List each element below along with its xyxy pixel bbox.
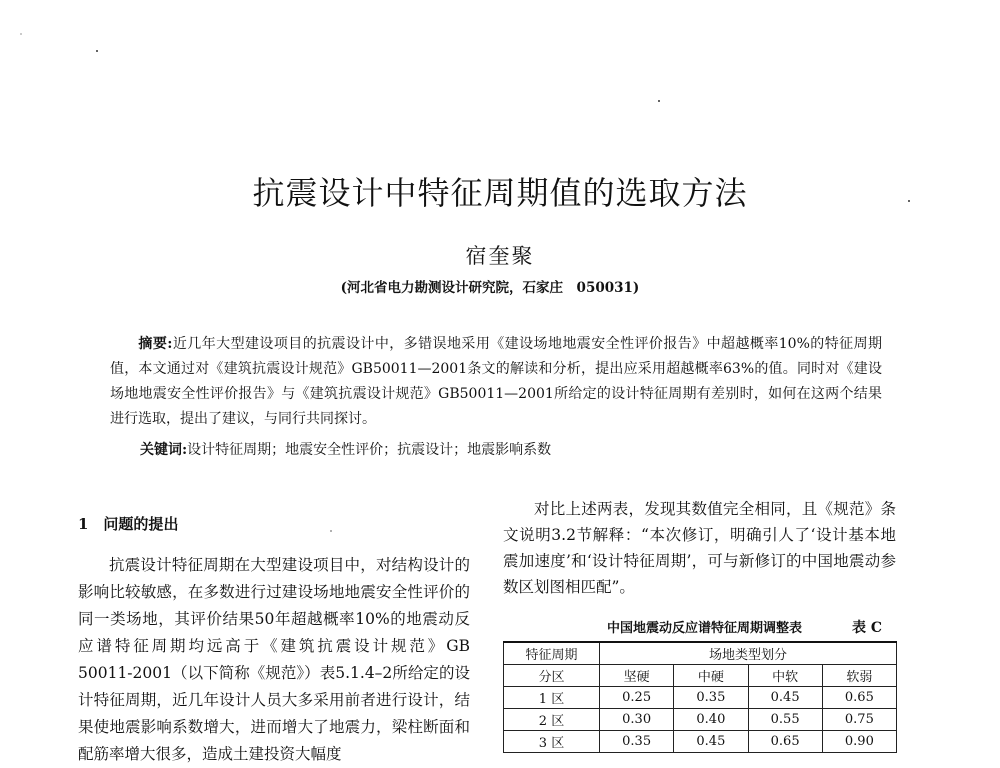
table-row <box>504 731 897 753</box>
right-column-paragraph: 对比上述两表，发现其数值完全相同，且《规范》条文说明3.2节解释：“本次修订，明确引人了‘设计基本地震加速度’和‘设计特征周期’，可与新修订的中国地震动参数区划图相匹配”。 <box>503 500 896 596</box>
keywords-text: 设计特征周期；地震安全性评价；抗震设计；地震影响系数 <box>187 442 552 458</box>
table-header-cell: 中硬 <box>674 665 748 687</box>
table-row <box>504 709 897 731</box>
table-cell: 0.40 <box>674 709 748 731</box>
table-cell: 0.30 <box>600 709 674 731</box>
abstract-label: 摘要: <box>138 336 173 352</box>
keywords-label: 关键词: <box>140 442 188 458</box>
table-header-cell: 分区 <box>504 665 600 687</box>
scan-speck <box>96 50 98 52</box>
table-header-row <box>504 642 897 665</box>
table-header-row <box>504 665 897 687</box>
scan-speck <box>20 33 22 35</box>
table-cell: 0.90 <box>822 731 896 753</box>
table-cell: 0.25 <box>600 687 674 709</box>
keywords <box>140 439 551 459</box>
table-cell: 2 区 <box>504 709 600 731</box>
abstract-text: 近几年大型建设项目的抗震设计中，多错误地采用《建设场地地震安全性评价报告》中超越概率10%的特征周期值，本文通过对《建筑抗震设计规范》GB50011—2001条文的解读和分析，提出应采用超越概率63%的值。同时对《建设场地地震安全性评价报告》与《建筑抗震设计规范》GB50011—2001所给定的设计特征周期有差别时，如何在这两个结果进行选取，提出了建议，与同行共同探讨。 <box>110 336 882 427</box>
table-cell: 0.75 <box>822 709 896 731</box>
table-cell: 0.45 <box>674 731 748 753</box>
abstract <box>110 332 882 432</box>
table-header-cell: 坚硬 <box>600 665 674 687</box>
table-header-cell: 软弱 <box>822 665 896 687</box>
table-cell: 0.55 <box>748 709 822 731</box>
table-id: 表 C <box>852 620 883 636</box>
table-cell: 0.45 <box>748 687 822 709</box>
section-heading: 1 问题的提出 <box>78 515 179 533</box>
table-row <box>504 687 897 709</box>
table-cell: 0.35 <box>600 731 674 753</box>
scan-speck <box>658 100 660 102</box>
table-header-cell: 特征周期 <box>504 642 600 665</box>
table-header-cell: 中软 <box>748 665 822 687</box>
table-cell: 1 区 <box>504 687 600 709</box>
left-column-paragraph: 抗震设计特征周期在大型建设项目中，对结构设计的影响比较敏感，在多数进行过建设场地地震安全性评价的同一类场地，其评价结果50年超越概率10%的地震动反应谱特征周期均远高于《建筑抗震设计规范》GB 50011-2001（以下简称《规范》）表5.1.4–2所给定的设计特征周期，近几年设计人员大多采用前者进行设计，结果使地震影响系数增大，进而增大了地震力，梁柱断面和配筋率增大很多，造成土建投资大幅度 <box>78 556 470 763</box>
table-cell: 0.65 <box>822 687 896 709</box>
table-cell: 0.35 <box>674 687 748 709</box>
paper-title: 抗震设计中特征周期值的选取方法 <box>252 174 748 212</box>
table-caption: 中国地震动反应谱特征周期调整表 <box>607 621 803 636</box>
table-cell: 3 区 <box>504 731 600 753</box>
table-cell: 0.65 <box>748 731 822 753</box>
scan-speck <box>330 530 332 532</box>
period-table <box>503 641 897 753</box>
author-name: 宿奎聚 <box>465 244 535 268</box>
table-header-cell: 场地类型划分 <box>600 642 897 665</box>
author-affiliation: (河北省电力勘测设计研究院，石家庄 050031) <box>340 280 640 296</box>
